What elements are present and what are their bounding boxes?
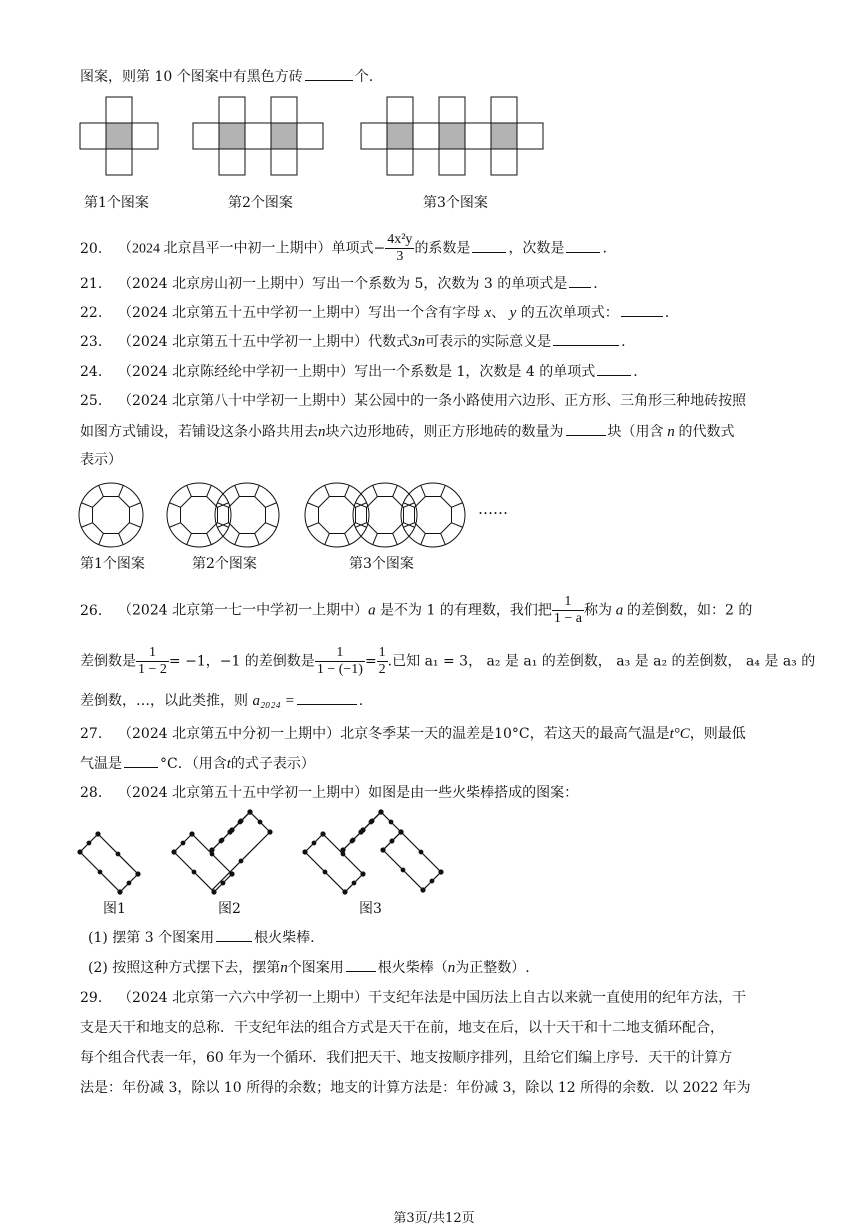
matchstick-joint bbox=[136, 872, 140, 876]
question-29-line2: 支是天干和地支的总称．干支纪年法的组合方式是天干在前，地支在后，以十天干和十二地支循环配合， bbox=[80, 1020, 724, 1036]
question-28: 28. （2024 北京第五十五中学初一上期中）如图是由一些火柴棒搭成的图案： bbox=[80, 785, 579, 801]
matchstick-dot bbox=[192, 870, 196, 874]
matchstick-joint bbox=[96, 832, 100, 836]
matchstick-dot bbox=[116, 852, 120, 856]
question-25-line3: 表示） bbox=[80, 452, 122, 468]
matchstick-joint bbox=[359, 830, 363, 834]
intro-line: 图案，则第 10 个图案中有黑色方砖 个. bbox=[80, 66, 373, 87]
matchstick-dot bbox=[258, 820, 262, 824]
matchstick-dot bbox=[352, 881, 356, 885]
matchstick-dot bbox=[419, 850, 423, 854]
matchstick-joint bbox=[439, 870, 443, 874]
tile-caption-3: 第3个图案 bbox=[423, 195, 488, 211]
ellipsis: …… bbox=[478, 500, 508, 518]
matchstick-joint bbox=[381, 848, 385, 852]
match-caption-1: 图1 bbox=[103, 901, 126, 917]
matchstick-dot bbox=[390, 839, 394, 843]
fraction: $\frac{1}{2}$ bbox=[378, 645, 386, 677]
matchstick-joint bbox=[399, 830, 403, 834]
matchstick-joint bbox=[212, 890, 216, 894]
matchstick-dot bbox=[87, 841, 91, 845]
matchstick-dot bbox=[210, 852, 214, 856]
fraction: $\frac{1}{1 - 2}$ bbox=[138, 645, 167, 677]
question-24: 24. （2024 北京陈经纶中学初一上期中）写出一个系数是 1，次数是 4 的单项式 . bbox=[80, 361, 638, 382]
matchstick-dot bbox=[370, 819, 374, 823]
hex-caption-2: 第2个图案 bbox=[192, 556, 257, 572]
matchstick-dot bbox=[239, 819, 243, 823]
question-25-line2: 如图方式铺设，若铺设这条小路共用去n块六边形地砖，则正方形地砖的数量为 块（用含 n 的代数式 bbox=[80, 421, 735, 442]
matchstick-dot bbox=[221, 881, 225, 885]
matchstick-joint bbox=[78, 850, 82, 854]
matchstick-joint bbox=[303, 850, 307, 854]
matchstick-dot bbox=[323, 870, 327, 874]
matchstick-dot bbox=[220, 838, 224, 842]
question-22: 22. （2024 北京第五十五中学初一上期中）写出一个含有字母 x、 y 的五次单项式： . bbox=[80, 302, 669, 323]
matchstick-dot bbox=[98, 870, 102, 874]
matchstick-dot bbox=[127, 881, 131, 885]
matchstick-joint bbox=[421, 888, 425, 892]
question-20: 20. （2024 北京昌平一中初一上期中）单项式− $\frac{\text{4x²y}}{3}$ 的系数是 ，次数是 . bbox=[80, 232, 607, 264]
question-26-line3: 差倒数，…，以此类推，则 a₂₀₂₄ = . bbox=[80, 690, 363, 711]
question-29-line4: 法是：年份减 3，除以 10 所得的余数；地支的计算方法是：年份减 3，除以 12 所得的余数．以 2022 年为 bbox=[80, 1080, 751, 1096]
hex-caption-1: 第1个图案 bbox=[80, 556, 145, 572]
fraction: $\frac{1}{1 - a}$ bbox=[553, 594, 582, 626]
matchstick-joint bbox=[210, 848, 214, 852]
matchstick-joint bbox=[343, 890, 347, 894]
page-footer: 第3页/共12页 bbox=[393, 1211, 475, 1226]
tile-caption-2: 第2个图案 bbox=[228, 195, 293, 211]
question-26-line1: 26. （2024 北京第一七一中学初一上期中）a 是不为 1 的有理数，我们把 $\frac{1}{1 - a}$ 称为 a 的差倒数，如：2 的 bbox=[80, 594, 753, 626]
hex-caption-3: 第3个图案 bbox=[349, 556, 414, 572]
matchstick-dot bbox=[351, 838, 355, 842]
question-29-line3: 每个组合代表一年，60 年为一个循环．我们把天干、地支按顺序排列，且给它们编上序号．天干的计算方 bbox=[80, 1050, 733, 1066]
matchstick-dot bbox=[239, 859, 243, 863]
matchstick-dot bbox=[401, 868, 405, 872]
answer-blank[interactable] bbox=[346, 957, 376, 972]
fraction: $\frac{\text{4x²y}}{3}$ bbox=[387, 232, 413, 264]
matchstick-dot bbox=[181, 841, 185, 845]
match-caption-3: 图3 bbox=[359, 901, 382, 917]
matchstick-joint bbox=[172, 850, 176, 854]
match-caption-2: 图2 bbox=[218, 901, 241, 917]
matchstick-dot bbox=[312, 841, 316, 845]
question-28-part1: (1) 摆第 3 个图案用 根火柴棒. bbox=[88, 927, 315, 948]
matchstick-dot bbox=[430, 879, 434, 883]
matchstick-joint bbox=[228, 830, 232, 834]
matchstick-joint bbox=[230, 872, 234, 876]
matchstick-joint bbox=[118, 890, 122, 894]
matchstick-joint bbox=[361, 872, 365, 876]
matchstick-dot bbox=[341, 852, 345, 856]
matchstick-dot bbox=[389, 820, 393, 824]
answer-blank[interactable] bbox=[216, 927, 252, 942]
question-29-line1: 29. （2024 北京第一六六中学初一上期中）干支纪年法是中国历法上自古以来就一直使用的纪年方法，干 bbox=[80, 990, 747, 1006]
question-28-part2: (2) 按照这种方式摆下去，摆第n个图案用 根火柴棒（n为正整数）. bbox=[88, 957, 530, 978]
tile-caption-1: 第1个图案 bbox=[84, 195, 149, 211]
matchstick-joint bbox=[321, 832, 325, 836]
matchstick-joint bbox=[248, 810, 252, 814]
matchstick-joint bbox=[268, 830, 272, 834]
question-26-line2: 差倒数是 $\frac{1}{1 - 2}$ = −1，−1 的差倒数是 $\frac{1}{1 - (-1)}$ = $\frac{1}{2}$ .已知 a₁ = 3， a₂ 是 a₁ 的差倒数， a₃ 是 a₂ 的差倒数， a₄ 是 a₃ 的 bbox=[80, 645, 816, 677]
question-27-line2: 气温是 °C．（用含t的式子表示） bbox=[80, 753, 315, 774]
matchstick-joint bbox=[190, 832, 194, 836]
matchstick-joint bbox=[341, 848, 345, 852]
question-21: 21. （2024 北京房山初一上期中）写出一个系数为 5，次数为 3 的单项式是 . bbox=[80, 273, 598, 294]
question-25-line1: 25. （2024 北京第八十中学初一上期中）某公园中的一条小路使用六边形、正方形、三角形三种地砖按照 bbox=[80, 393, 747, 409]
question-23: 23. （2024 北京第五十五中学初一上期中）代数式3n可表示的实际意义是 . bbox=[80, 331, 626, 352]
question-27-line1: 27. （2024 北京第五中分初一上期中）北京冬季某一天的温差是10°C，若这天的最高气温是t°C，则最低 bbox=[80, 726, 746, 742]
fraction: $\frac{1}{1 - (-1)}$ bbox=[316, 645, 363, 677]
